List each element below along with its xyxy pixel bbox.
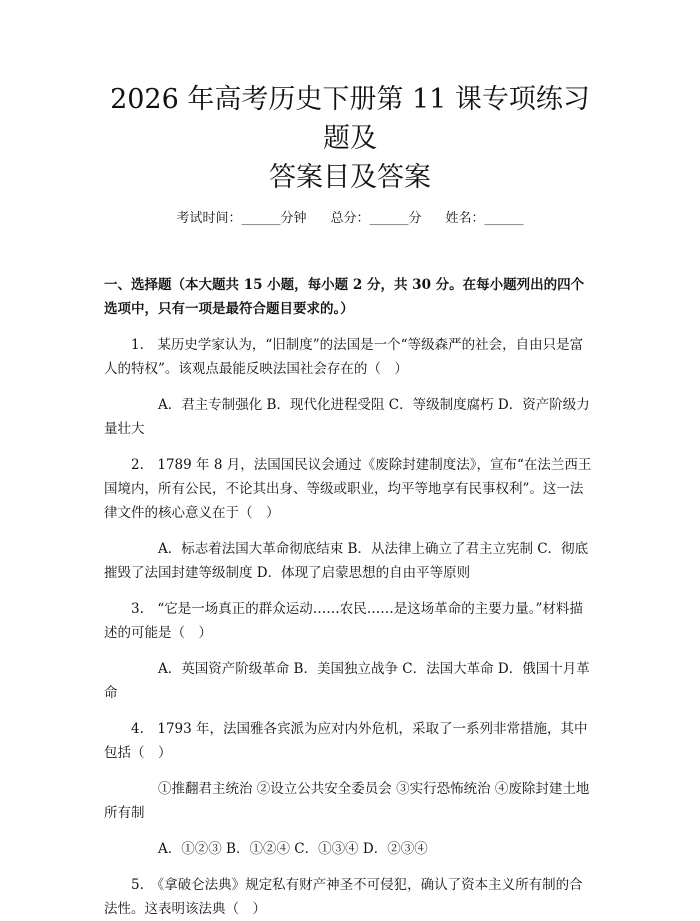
question-4-stem: 4. 1793 年，法国雅各宾派为应对内外危机，采取了一系列非常措施，其中包括（ ） <box>104 721 588 761</box>
question-2-options: A．标志着法国大革命彻底结束 B．从法律上确立了君主立宪制 C．彻底摧毁了法国封建等级制度 D．体现了启蒙思想的自由平等原则 <box>104 541 589 581</box>
question-1-stem: 1. 某历史学家认为，“旧制度”的法国是一个“等级森严的社会，自由只是富人的特权”。该观点最能反映法国社会存在的（ ） <box>104 337 584 377</box>
question-4-items: ①推翻君主统治 ②设立公共安全委员会 ③实行恐怖统治 ④废除封建土地所有制 <box>104 781 590 821</box>
exam-name: 姓名：______ <box>445 211 524 226</box>
section-heading: 一、选择题（本大题共 15 小题，每小题 2 分，共 30 分。在每小题列出的四个选项中，只有一项是最符合题目要求的。） <box>104 277 585 317</box>
title-line-2: 答案目及答案 <box>269 162 431 193</box>
document-title <box>104 0 596 197</box>
question-3-stem: 3. “它是一场真正的群众运动……农民……是这场革命的主要力量。”材料描述的可能是（ ） <box>104 601 583 641</box>
question-1-options: A．君主专制强化 B．现代化进程受阻 C．等级制度腐朽 D．资产阶级力量壮大 <box>104 397 590 437</box>
question-5-stem: 5. 《拿破仑法典》规定私有财产神圣不可侵犯，确认了资本主义所有制的合法性。这表明该法典（ ） <box>104 877 583 917</box>
question-2-stem: 2. 1789 年 8 月，法国国民议会通过《废除封建制度法》，宣布“在法兰西王国境内，所有公民，不论其出身、等级或职业，均平等地享有民事权利”。这一法律文件的核心意义在于（ ） <box>104 457 592 521</box>
exam-score: 总分：______分 <box>330 211 422 226</box>
question-3-options: A．英国资产阶级革命 B．美国独立战争 C．法国大革命 D．俄国十月革命 <box>104 661 590 701</box>
exam-time: 考试时间：______分钟 <box>176 211 307 226</box>
title-line-1: 2026 年高考历史下册第 11 课专项练习题及 <box>110 84 590 154</box>
exam-meta <box>104 209 596 229</box>
question-4-options: A．①②③ B．①②④ C．①③④ D．②③④ <box>158 841 428 857</box>
